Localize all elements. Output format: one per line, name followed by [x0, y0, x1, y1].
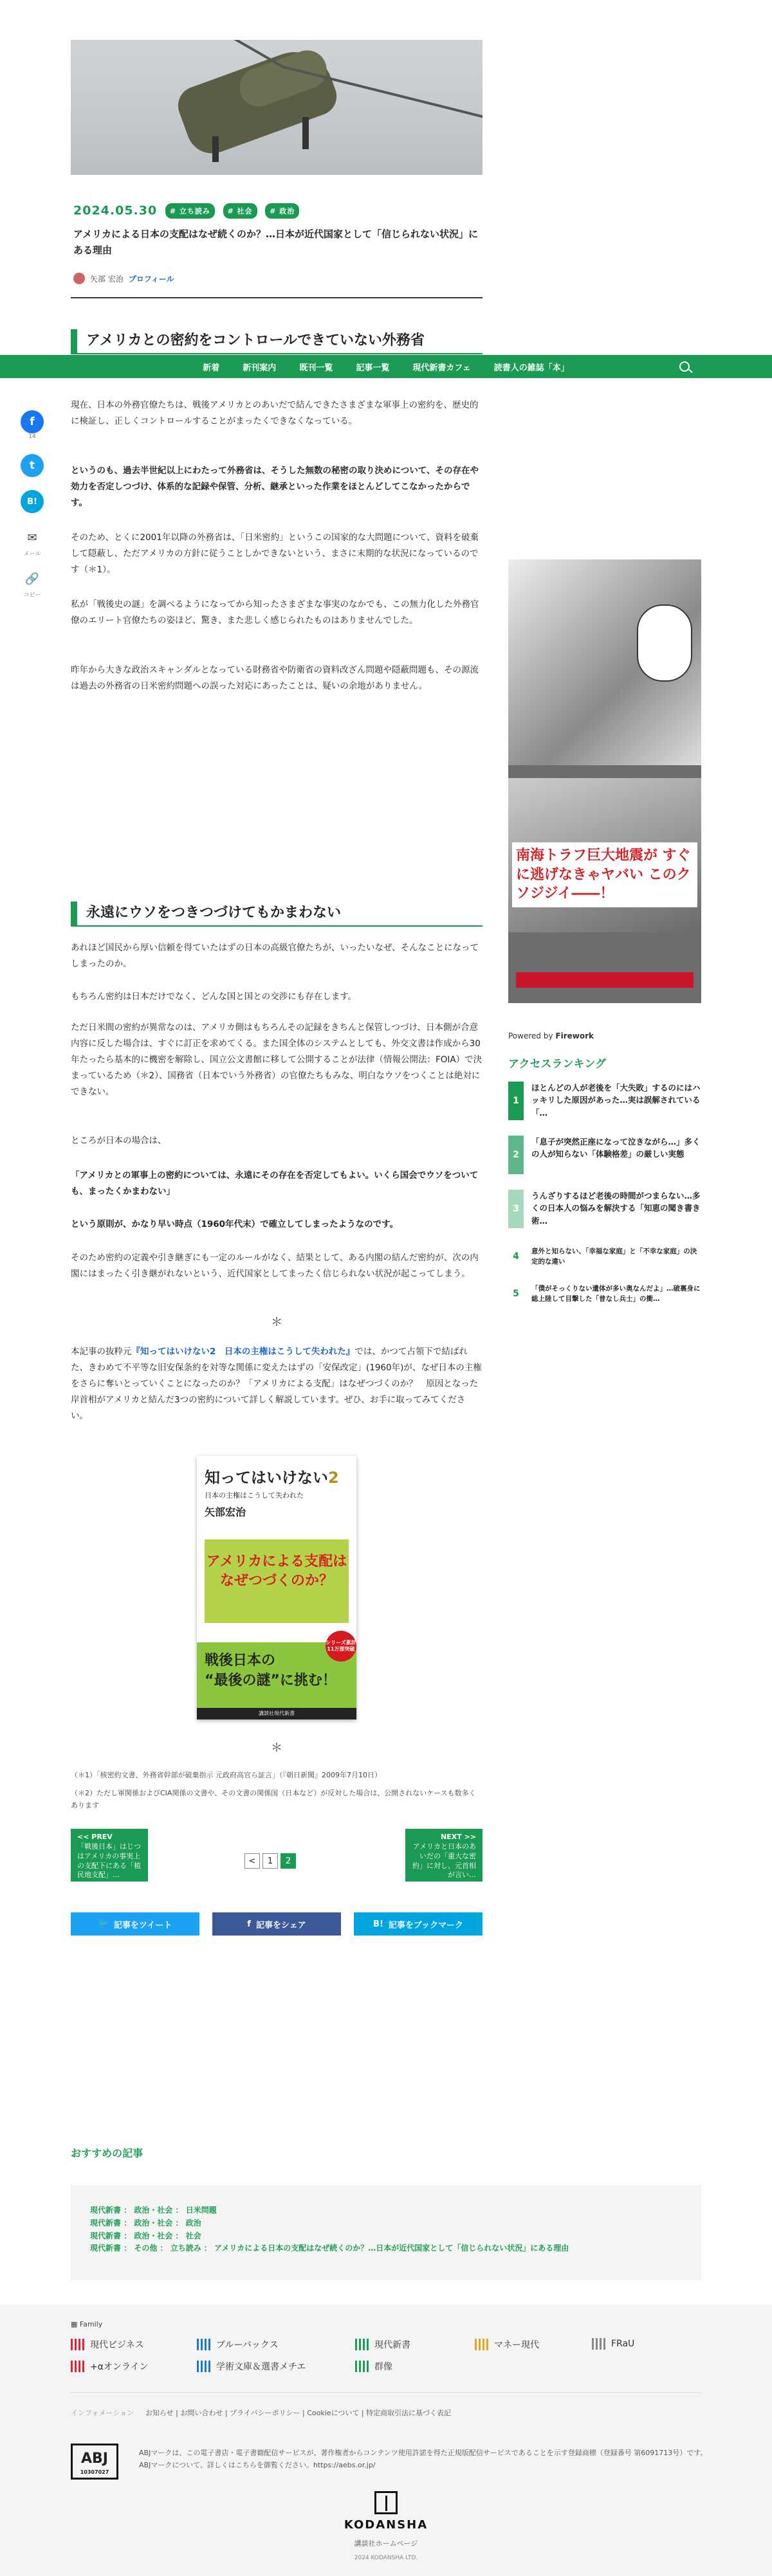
book-publisher: 講談社現代新書: [197, 1708, 356, 1719]
ranking-item[interactable]: [508, 1136, 701, 1174]
author-name[interactable]: 矢部 宏治: [90, 274, 124, 284]
tag-shakai[interactable]: # 社会: [223, 203, 257, 219]
paragraph: 私が「戦後史の謎」を調べるようになってから知ったさまざまな事実のなかでも、この無力化した外務官僚のエリート官僚たちの姿ほど、驚き、また悲しく感じられたものはありませんでした。: [71, 599, 479, 626]
facebook-icon: f: [21, 410, 44, 433]
hatena-label: 記事をブックマーク: [388, 1920, 463, 1930]
brand-icon: [592, 2338, 606, 2350]
book-title-text: 知ってはいけない: [205, 1469, 328, 1487]
author-avatar: [73, 273, 85, 284]
ranking-title: アクセスランキング: [508, 1058, 606, 1071]
breadcrumb-link[interactable]: 現代新書 ： その他 ： 立ち読み ： アメリカによる日本の支配はなぜ続くのか？…日本が近代国家として「信じられない状況」にある理由: [90, 2244, 569, 2253]
prev-text: 「戦後日本」はじつはアメリカの事実上の支配下にある「植民地支配」…: [77, 1842, 141, 1880]
rank-text: ほとんどの人が老後を「大失敗」するのにはハッキリした原因があった…実は誤解されている「…: [531, 1083, 701, 1118]
brand-icon: [355, 2361, 369, 2372]
nav-cafe[interactable]: 現代新書カフェ: [412, 363, 471, 373]
hero-image: [71, 40, 482, 175]
email-label: メール: [23, 551, 41, 558]
kodansha-footer: [335, 2491, 437, 2561]
paragraph: あれほど国民から厚い信頼を得ていたはずの日本の高級官僚たちが、いったいなぜ、そんなことになってしまったのか。: [71, 943, 479, 969]
nav-articles[interactable]: 記事一覧: [356, 363, 390, 373]
family-name: 群像: [374, 2362, 392, 2372]
article-title: アメリカによる日本の支配はなぜ続くのか？…日本が近代国家として「信じられない状況」にある理由: [73, 228, 478, 256]
book-catch: アメリカによる支配はなぜつづくのか？: [206, 1554, 347, 1589]
family-link[interactable]: [71, 2360, 149, 2373]
share-email[interactable]: [19, 526, 45, 558]
powered-by: Powered by: [508, 1031, 553, 1040]
recommended-box: [71, 2185, 701, 2280]
firework-logo: Firework: [555, 1031, 594, 1040]
speech-bubble: [637, 604, 692, 682]
section-heading-1: アメリカとの密約をコントロールできていない外務省: [71, 329, 482, 354]
tweet-button[interactable]: [71, 1912, 199, 1936]
book-bottom-text: 戦後日本の “最後の謎”に挑む！: [205, 1653, 336, 1689]
abj-number: 10307027: [80, 2469, 109, 2475]
divider: [71, 297, 482, 298]
prev-label: << PREV: [77, 1833, 113, 1841]
family-link[interactable]: [592, 2338, 634, 2350]
paragraph: そのため、とくに2001年以降の外務省は、「日米密約」というこの国家的な大問題について、資料を破棄して隠蔽し、ただアメリカの方針に従うことしかできないという、まさに末期的な状況になっているのです（＊1）。: [71, 532, 479, 575]
paragraph: もちろん密約は日本だけでなく、どんな国と国との交渉にも存在します。: [71, 992, 357, 1002]
ranking-item[interactable]: [508, 1246, 701, 1267]
tweet-label: 記事をツイート: [113, 1920, 172, 1930]
rank-text: 「息子が突然正座になって泣きながら…」多くの人が知らない「体験格差」の厳しい実態: [531, 1137, 701, 1159]
brand-icon: [71, 2361, 85, 2372]
promo-suffix: では、かつて占領下で結ばれた、きわめて不平等な旧安保条約を対等な関係に変えたはずの「安保改定」(1960年)が、なぜ日本の主権をさらに奪いとっていくことになったのか？「アメリカによる支配」はなぜつづくのか？ 原因となった岸首相がアメリカと結んだ3つの密約について詳しく解説しています。ぜひ、お手に取ってみてください。: [71, 1347, 482, 1421]
twitter-icon: t: [21, 454, 44, 477]
family-name: 学術文庫＆選書メチエ: [216, 2362, 306, 2372]
ad-cta-button[interactable]: [516, 972, 694, 988]
links-label: インフォメーション: [71, 2409, 134, 2417]
family-name: FRaU: [611, 2339, 635, 2349]
family-link[interactable]: [355, 2338, 410, 2351]
family-link[interactable]: [355, 2360, 392, 2373]
next-label: NEXT >>: [441, 1833, 476, 1841]
family-name: 現代ビジネス: [90, 2340, 144, 2350]
family-label-text: Family: [79, 2320, 103, 2328]
global-nav: [0, 355, 772, 378]
rank-text: 意外と知らない、「幸福な家庭」と「不幸な家庭」の決定的な違い: [531, 1247, 697, 1266]
rank-number: 1: [508, 1082, 524, 1120]
footnote: （＊1）「核密約文書、外務省幹部が破棄指示 元政府高官ら証言」（『朝日新聞』2009年7月10日）: [71, 1771, 381, 1779]
abj-mark: [71, 2444, 118, 2480]
paragraph: ところが日本の場合は、: [71, 1136, 167, 1146]
abj-description: ABJマークは、この電子書店・電子書籍配信サービスが、著作権者からコンテンツ使用許諾を得た正規版配信サービスであることを示す登録商標（登録番号 第6091713号）です。ABJマークについて、詳しくはこちらを御覧ください。https://aebs.or.jp/: [139, 2449, 708, 2469]
nav-hon-magazine[interactable]: 読書人の雑誌「本」: [493, 363, 569, 373]
kodansha-logo[interactable]: KODANSHA: [344, 2518, 428, 2532]
profile-link[interactable]: プロフィール: [128, 274, 174, 284]
book-title: [205, 1465, 349, 1487]
paragraph: 昨年から大きな政治スキャンダルとなっている財務省や防衛省の資料改ざん問題や隠蔽問題も、その源流は過去の外務省の日米密約問題への誤った対応にあったことは、疑いの余地がありません。: [71, 665, 479, 691]
footnote: （＊2）ただし軍関係およびCIA関係の文書や、その文書の関係国（日本など）が反対した場合は、公開されないケースも数多くあります: [71, 1789, 476, 1810]
promo-paragraph: [71, 1344, 482, 1424]
promo-prefix: 本記事の抜粋元: [71, 1347, 132, 1357]
hatena-bookmark-button[interactable]: [354, 1912, 482, 1936]
copyright: 2024 KODANSHA LTD.: [354, 2555, 418, 2561]
rank-number: 3: [508, 1190, 524, 1228]
rank-text: 「僕がそっくりない遺体が多い奥なんだよ」…破裏身に総上陸して目撃した「普なし兵士」の衝…: [531, 1285, 701, 1303]
brand-icon: [475, 2339, 489, 2350]
book-cover[interactable]: [197, 1456, 356, 1719]
next-text: アメリカと日本のあいだの「重大な密約」に対し、元首相が言い…: [412, 1842, 476, 1880]
book-link[interactable]: 『知ってはいけない2 日本の主権はこうして失われた』: [131, 1347, 355, 1357]
family-link[interactable]: [197, 2360, 306, 2373]
family-link[interactable]: [475, 2338, 539, 2351]
paragraph: そのため密約の定義や引き継ぎにも一定のルールがなく、結果として、ある内閣の結んだ密約が、次の内閣にはまったく引き継がれないという、近代国家としてまったく信じられない状況が起こってしまう。: [71, 1253, 479, 1279]
copy-label: コピー: [23, 592, 41, 599]
ad-caption: 南海トラフ巨大地震が すぐに逃げなきゃヤバい このクソジジイ――！: [512, 842, 697, 907]
nav-new-releases[interactable]: 新刊案内: [243, 363, 277, 373]
rank-number: 2: [508, 1136, 524, 1174]
family-link[interactable]: [197, 2338, 279, 2351]
share-hatena[interactable]: [19, 490, 45, 513]
breadcrumb-link[interactable]: 現代新書 ： 政治・社会 ： 社会: [90, 2231, 201, 2240]
section-heading-2: 永遠にウソをつきつづけてもかまわない: [71, 902, 482, 927]
article-date: 2024.05.30: [73, 203, 158, 218]
share-facebook[interactable]: [19, 410, 45, 440]
rank-number: 5: [513, 1289, 519, 1300]
share-twitter[interactable]: [19, 454, 45, 477]
paragraph-bold: というのも、過去半世紀以上にわたって外務省は、そうした無数の秘密の取り決めについて、その存在や効力を否定しつづけ、体系的な記録や保管、分析、継承といった作業をほとんどしてこなかったからです。: [71, 466, 479, 508]
prev-article-button[interactable]: [71, 1829, 148, 1882]
abj-logo: ABJ: [81, 2451, 108, 2467]
author-row: [73, 273, 174, 284]
pager-prev[interactable]: <: [244, 1853, 260, 1869]
pager-page-2[interactable]: 2: [280, 1853, 296, 1869]
paragraph-bold: という原則が、かなり早い時点（1960年代末）で確立してしまったようなのです。: [71, 1219, 398, 1229]
brand-icon: [71, 2339, 85, 2350]
kodansha-mark-icon: [374, 2491, 398, 2514]
facebook-share-label: 記事をシェア: [255, 1920, 306, 1930]
book-subtitle: 日本の主権はこうして失われた: [205, 1491, 304, 1500]
twitter-icon: 🐦: [98, 1919, 109, 1929]
book-title-num: 2: [328, 1469, 339, 1487]
tag-tachiyomi[interactable]: # 立ち読み: [165, 203, 215, 219]
tag-seiji[interactable]: # 政治: [265, 203, 299, 219]
brand-icon: [197, 2361, 211, 2372]
family-name: 現代新書: [374, 2340, 410, 2350]
hatena-icon: B!: [373, 1919, 383, 1929]
footer-divider: [71, 2392, 701, 2393]
recommended-title: おすすめの記事: [71, 2147, 143, 2159]
book-badge: シリーズ累計11万部突破: [326, 1631, 356, 1662]
family-name: +αオンライン: [90, 2362, 149, 2372]
links-text[interactable]: お知らせ | お問い合わせ | プライバシーポリシー | Cookieについて | 特定商取引法に基づく表記: [145, 2409, 452, 2417]
breadcrumb-link[interactable]: 現代新書 ： 政治・社会 ： 日米問題: [90, 2206, 217, 2215]
paragraph: ただ日米間の密約が異常なのは、アメリカ側はもちろんその記録をきちんと保管しつづけ、日本側が合意内容に反した場合は、すぐに訂正を求めてくる。また国全体のシステムとしても、外交文書は作成から30年たったら基本的に機密を解除し、国立公文書館に移して公開することが法律（情報公開法：FOIA）で決まっているため（＊2）、国務省（日本でいう外務省）の官僚たちもみな、明白なウソをつくことは絶対にできない。: [71, 1022, 482, 1097]
firework-credit: [508, 1031, 594, 1040]
ranking-item[interactable]: [508, 1082, 701, 1120]
facebook-icon: f: [247, 1919, 251, 1929]
ranking-item[interactable]: [508, 1283, 701, 1305]
rank-text: うんざりするほど老後の時間がつまらない…多くの日本人の悩みを解決する「知恵の聞き書き術…: [531, 1191, 701, 1226]
link-icon: 🔗: [21, 567, 44, 590]
pager-page-1[interactable]: 1: [262, 1853, 278, 1869]
footer-links: [71, 2408, 451, 2418]
facebook-share-button[interactable]: [212, 1912, 341, 1936]
paragraph-bold: 「アメリカとの軍事上の密約については、永遠にその存在を否定してもよい。いくら国会でウソをついても、まったくかまわない」: [71, 1170, 479, 1197]
family-name: マネー現代: [494, 2340, 539, 2350]
family-label: ▦ Family: [71, 2320, 103, 2328]
facebook-count: 14: [28, 433, 36, 440]
asterisk-divider: ＊: [271, 1741, 282, 1755]
rank-number: 4: [513, 1251, 519, 1262]
nav-new[interactable]: 新着: [203, 363, 220, 373]
family-link[interactable]: [71, 2338, 144, 2351]
brand-icon: [355, 2339, 369, 2350]
mail-icon: ✉: [21, 526, 44, 549]
article-date-row: [73, 203, 299, 219]
next-article-button[interactable]: [405, 1829, 482, 1882]
kodansha-home-link[interactable]: 講談社ホームページ: [354, 2539, 418, 2548]
paragraph: 現在、日本の外務官僚たちは、戦後アメリカとのあいだで結んできたさまざまな軍事上の密約を、歴史的に検証し、正しくコントロールすることがまったくできなくなっている。: [71, 400, 479, 426]
asterisk-divider: ＊: [271, 1316, 282, 1329]
nav-backlist[interactable]: 既刊一覧: [299, 363, 333, 373]
video-ad[interactable]: [508, 559, 701, 1003]
hatena-icon: B!: [21, 490, 44, 513]
share-copy[interactable]: [19, 567, 45, 599]
family-name: ブルーバックス: [216, 2340, 279, 2350]
ranking-item[interactable]: [508, 1190, 701, 1228]
pagination: [244, 1853, 296, 1869]
book-author: 矢部宏治: [205, 1506, 246, 1518]
breadcrumb-link[interactable]: 現代新書 ： 政治・社会 ： 政治: [90, 2218, 201, 2227]
search-icon[interactable]: [679, 361, 690, 372]
brand-icon: [197, 2339, 211, 2350]
